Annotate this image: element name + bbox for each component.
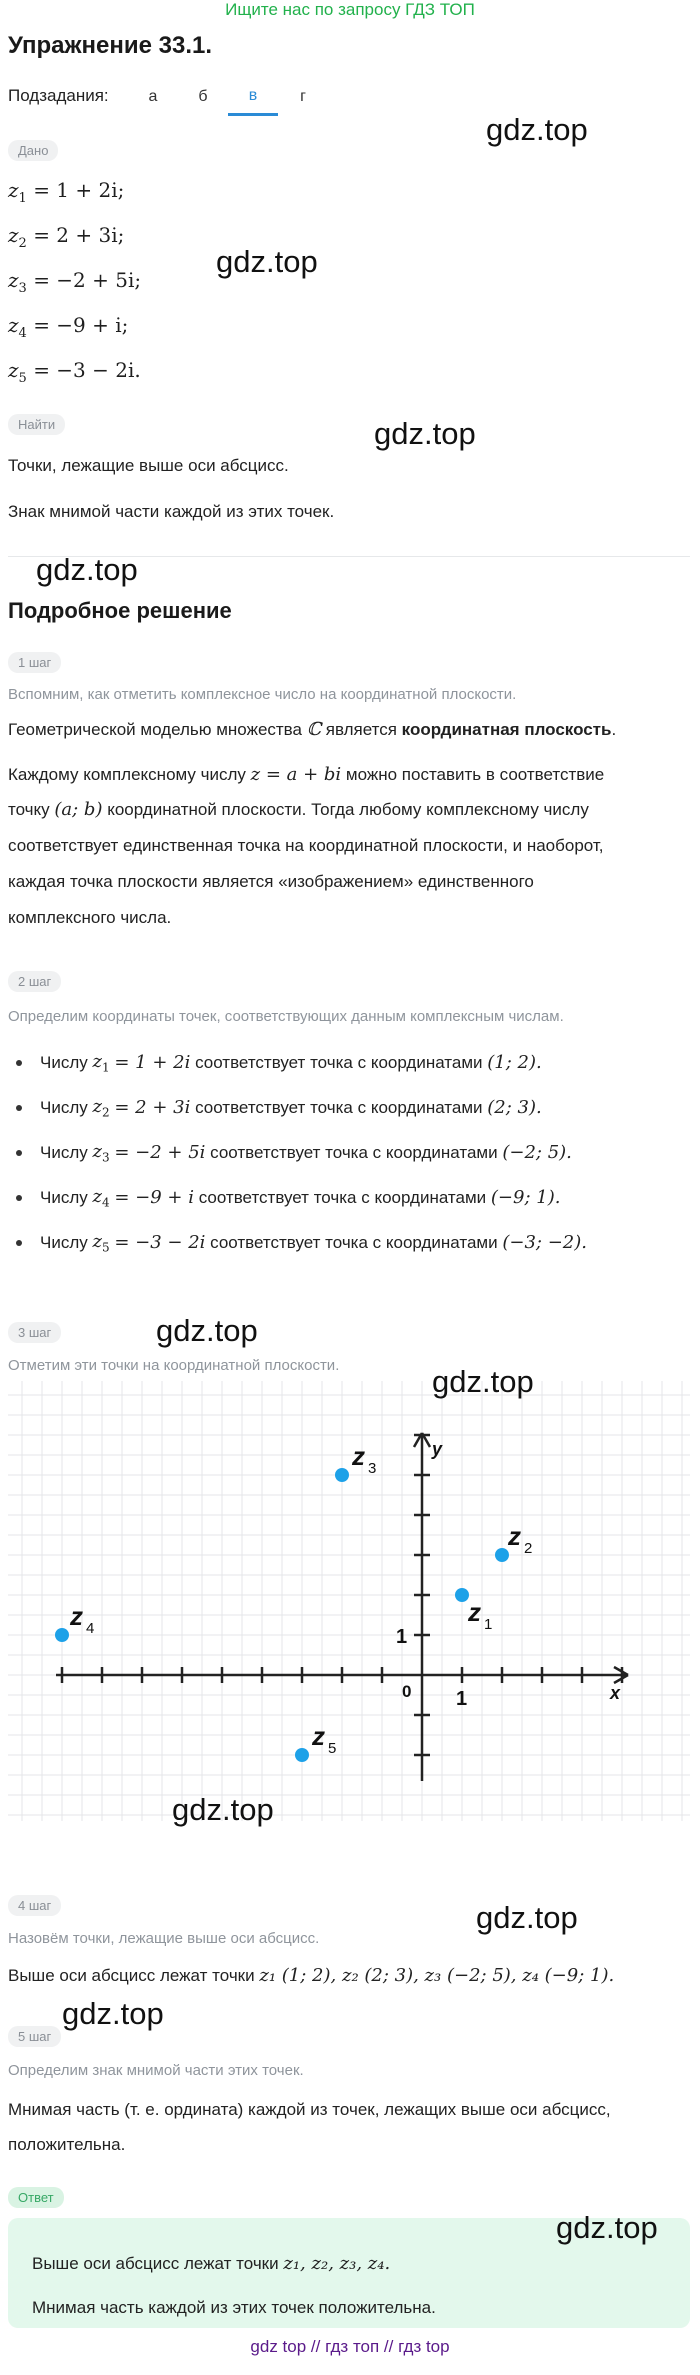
origin-label: 0 [402,1682,412,1701]
step1-chip: 1 шаг [8,652,61,673]
watermark: gdz.top [556,2210,658,2245]
given-line-1: $z_1 = 1 + 2i$; [8,178,125,206]
point-label-z5: z [312,1721,325,1751]
given-line-2: $z_2 = 2 + 3i$; [8,223,125,251]
watermark: gdz.top [172,1792,274,1827]
answer-chip: Ответ [8,2187,64,2208]
solution-title: Подробное решение [8,598,232,623]
step1-p1: Геометрической моделью множества ℂ является координатная плоскость. [8,719,617,740]
point-label-z1: z [468,1597,481,1627]
find-line-1: Точки, лежащие выше оси абсцисс. [8,456,289,475]
step2-chip: 2 шаг [8,971,61,992]
point-label-z3: z [352,1441,365,1471]
answer-line-1: Выше оси абсцисс лежат точки z₁, z₂, z₃, z₄. [32,2253,391,2274]
tab-v[interactable]: в [228,78,278,116]
page-title: Упражнение 33.1. [8,32,213,59]
given-chip: Дано [8,140,58,161]
given-line-4: $z_4 = -9 + i$; [8,313,129,341]
watermark: gdz.top [374,416,476,451]
y-unit-label: 1 [396,1626,408,1648]
point-index-z3: 3 [368,1460,377,1477]
step1-p3: точку (a; b) координатной плоскости. Тогда любому комплексному числу [8,799,589,820]
point-index-z2: 2 [524,1540,533,1557]
list-item: Числу $z_1$ = 1 + 2i соответствует точка с координатами (1; 2). [0,1040,587,1085]
given-line-3: $z_3 = -2 + 5i$; [8,268,142,296]
step4-hint: Назовём точки, лежащие выше оси абсцисс. [8,1930,320,1947]
x-axis-label: x [610,1683,621,1703]
list-item: Числу $z_3$ = −2 + 5i соответствует точка с координатами (−2; 5). [0,1130,587,1175]
step1-p2: Каждому комплексному числу z = a + bi можно поставить в соответствие [8,764,605,785]
top-banner[interactable]: Ищите нас по запросу ГДЗ ТОП [225,0,475,19]
point-z4 [55,1628,69,1642]
subtask-tabs [128,78,328,116]
point-index-z5: 5 [328,1740,337,1757]
step1-p6: комплексного числа. [8,908,172,927]
given-line-5: $z_5 = -3 - 2i$. [8,358,141,386]
step3-chip: 3 шаг [8,1322,61,1343]
x-unit-label: 1 [456,1688,468,1710]
watermark: gdz.top [36,552,138,587]
step1-p4: соответствует единственная точка на координатной плоскости, и наоборот, [8,836,604,855]
find-line-2: Знак мнимой части каждой из этих точек. [8,502,335,521]
tab-b[interactable]: б [198,88,208,105]
step2-list [0,1040,587,1265]
point-z2 [495,1548,509,1562]
subtasks-label: Подзадания: [8,86,109,105]
watermark: gdz.top [486,112,588,147]
list-item: Числу $z_5$ = −3 − 2i соответствует точка с координатами (−3; −2). [0,1220,587,1265]
list-item: Числу $z_4$ = −9 + i соответствует точка с координатами (−9; 1). [0,1175,587,1220]
tab-a[interactable]: а [148,88,158,105]
step5-line2: положительна. [8,2135,126,2154]
point-label-z4: z [70,1601,83,1631]
point-z5 [295,1748,309,1762]
point-index-z1: 1 [484,1616,493,1633]
step4-chip: 4 шаг [8,1895,61,1916]
watermark: gdz.top [476,1900,578,1935]
point-z3 [335,1468,349,1482]
find-chip: Найти [8,414,65,435]
step1-hint: Вспомним, как отметить комплексное число на координатной плоскости. [8,686,517,703]
answer-line-2: Мнимая часть каждой из этих точек положительна. [32,2298,436,2317]
step1-p5: каждая точка плоскости является «изображением» единственного [8,872,534,891]
watermark: gdz.top [432,1364,534,1399]
y-axis-label: y [432,1439,443,1459]
tab-g[interactable]: г [300,88,306,105]
footer-links[interactable]: gdz top // гдз топ // гдз top [250,2337,450,2356]
step5-line1: Мнимая часть (т. е. ордината) каждой из точек, лежащих выше оси абсцисс, [8,2100,611,2119]
step4-text: Выше оси абсцисс лежат точки z₁ (1; 2), z₂ (2; 3), z₃ (−2; 5), z₄ (−9; 1). [8,1965,615,1986]
step3-hint: Отметим эти точки на координатной плоскости. [8,1357,340,1374]
watermark: gdz.top [216,244,318,279]
point-index-z4: 4 [86,1620,95,1637]
watermark: gdz.top [62,1996,164,2031]
point-z1 [455,1588,469,1602]
watermark: gdz.top [156,1313,258,1348]
step2-hint: Определим координаты точек, соответствующих данным комплексным числам. [8,1008,564,1025]
step5-chip: 5 шаг [8,2026,61,2047]
step5-hint: Определим знак мнимой части этих точек. [8,2062,304,2079]
coordinate-plane [8,1381,690,1821]
list-item: Числу $z_2$ = 2 + 3i соответствует точка с координатами (2; 3). [0,1085,587,1130]
point-label-z2: z [508,1521,521,1551]
